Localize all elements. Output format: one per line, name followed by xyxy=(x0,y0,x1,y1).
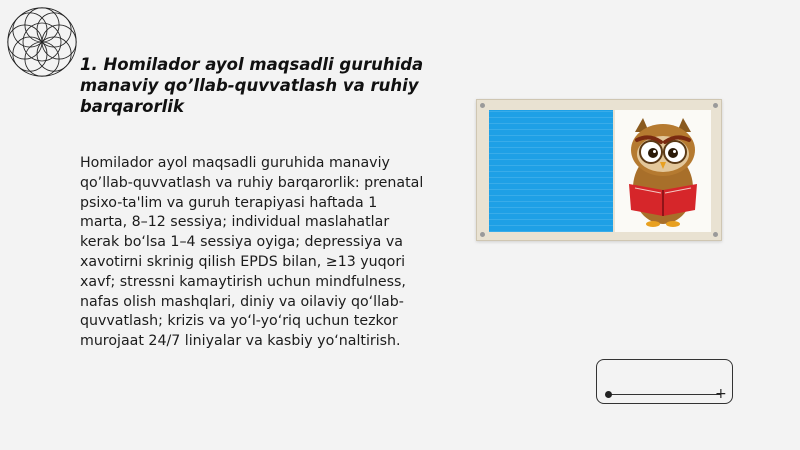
tack-icon xyxy=(713,232,718,237)
blue-panel xyxy=(489,110,613,232)
tack-icon xyxy=(480,232,485,237)
rosette-decoration-icon xyxy=(4,4,80,80)
audio-progress-handle[interactable] xyxy=(605,391,612,398)
tack-icon xyxy=(713,103,718,108)
owl-image xyxy=(615,110,711,232)
audio-progress-track[interactable] xyxy=(608,394,721,395)
slide-title: 1. Homilador ayol maqsadli guruhida manaviy qo’llab-quvvatlash va ruhiy barqarorlik xyxy=(80,55,424,116)
owl-picture xyxy=(476,99,722,241)
owl-icon xyxy=(615,110,711,232)
add-icon[interactable]: + xyxy=(715,386,727,402)
audio-player-widget[interactable] xyxy=(596,359,733,404)
tack-icon xyxy=(480,103,485,108)
slide-body-text: Homilador ayol maqsadli guruhida manaviy qo’llab-quvvatlash va ruhiy barqarorlik: prenatal psixo-ta'lim va guruh terapiyasi haftada 1 marta, 8–12 sessiya; individual maslahatlar kerak bo‘lsa 1–4 sessiya oyiga; depressiya va xavotirni skrinig qilish EPDS bilan, ≥13 yuqori xavf; stressni kamaytirish uchun mindfulness, nafas olish mashqlari, diniy va oilaviy qo‘llab-quvvatlash; krizis va yo‘l-yo‘riq uchun tezkor murojaat 24/7 liniyalar va kasbiy yo‘naltirish. xyxy=(80,155,424,350)
